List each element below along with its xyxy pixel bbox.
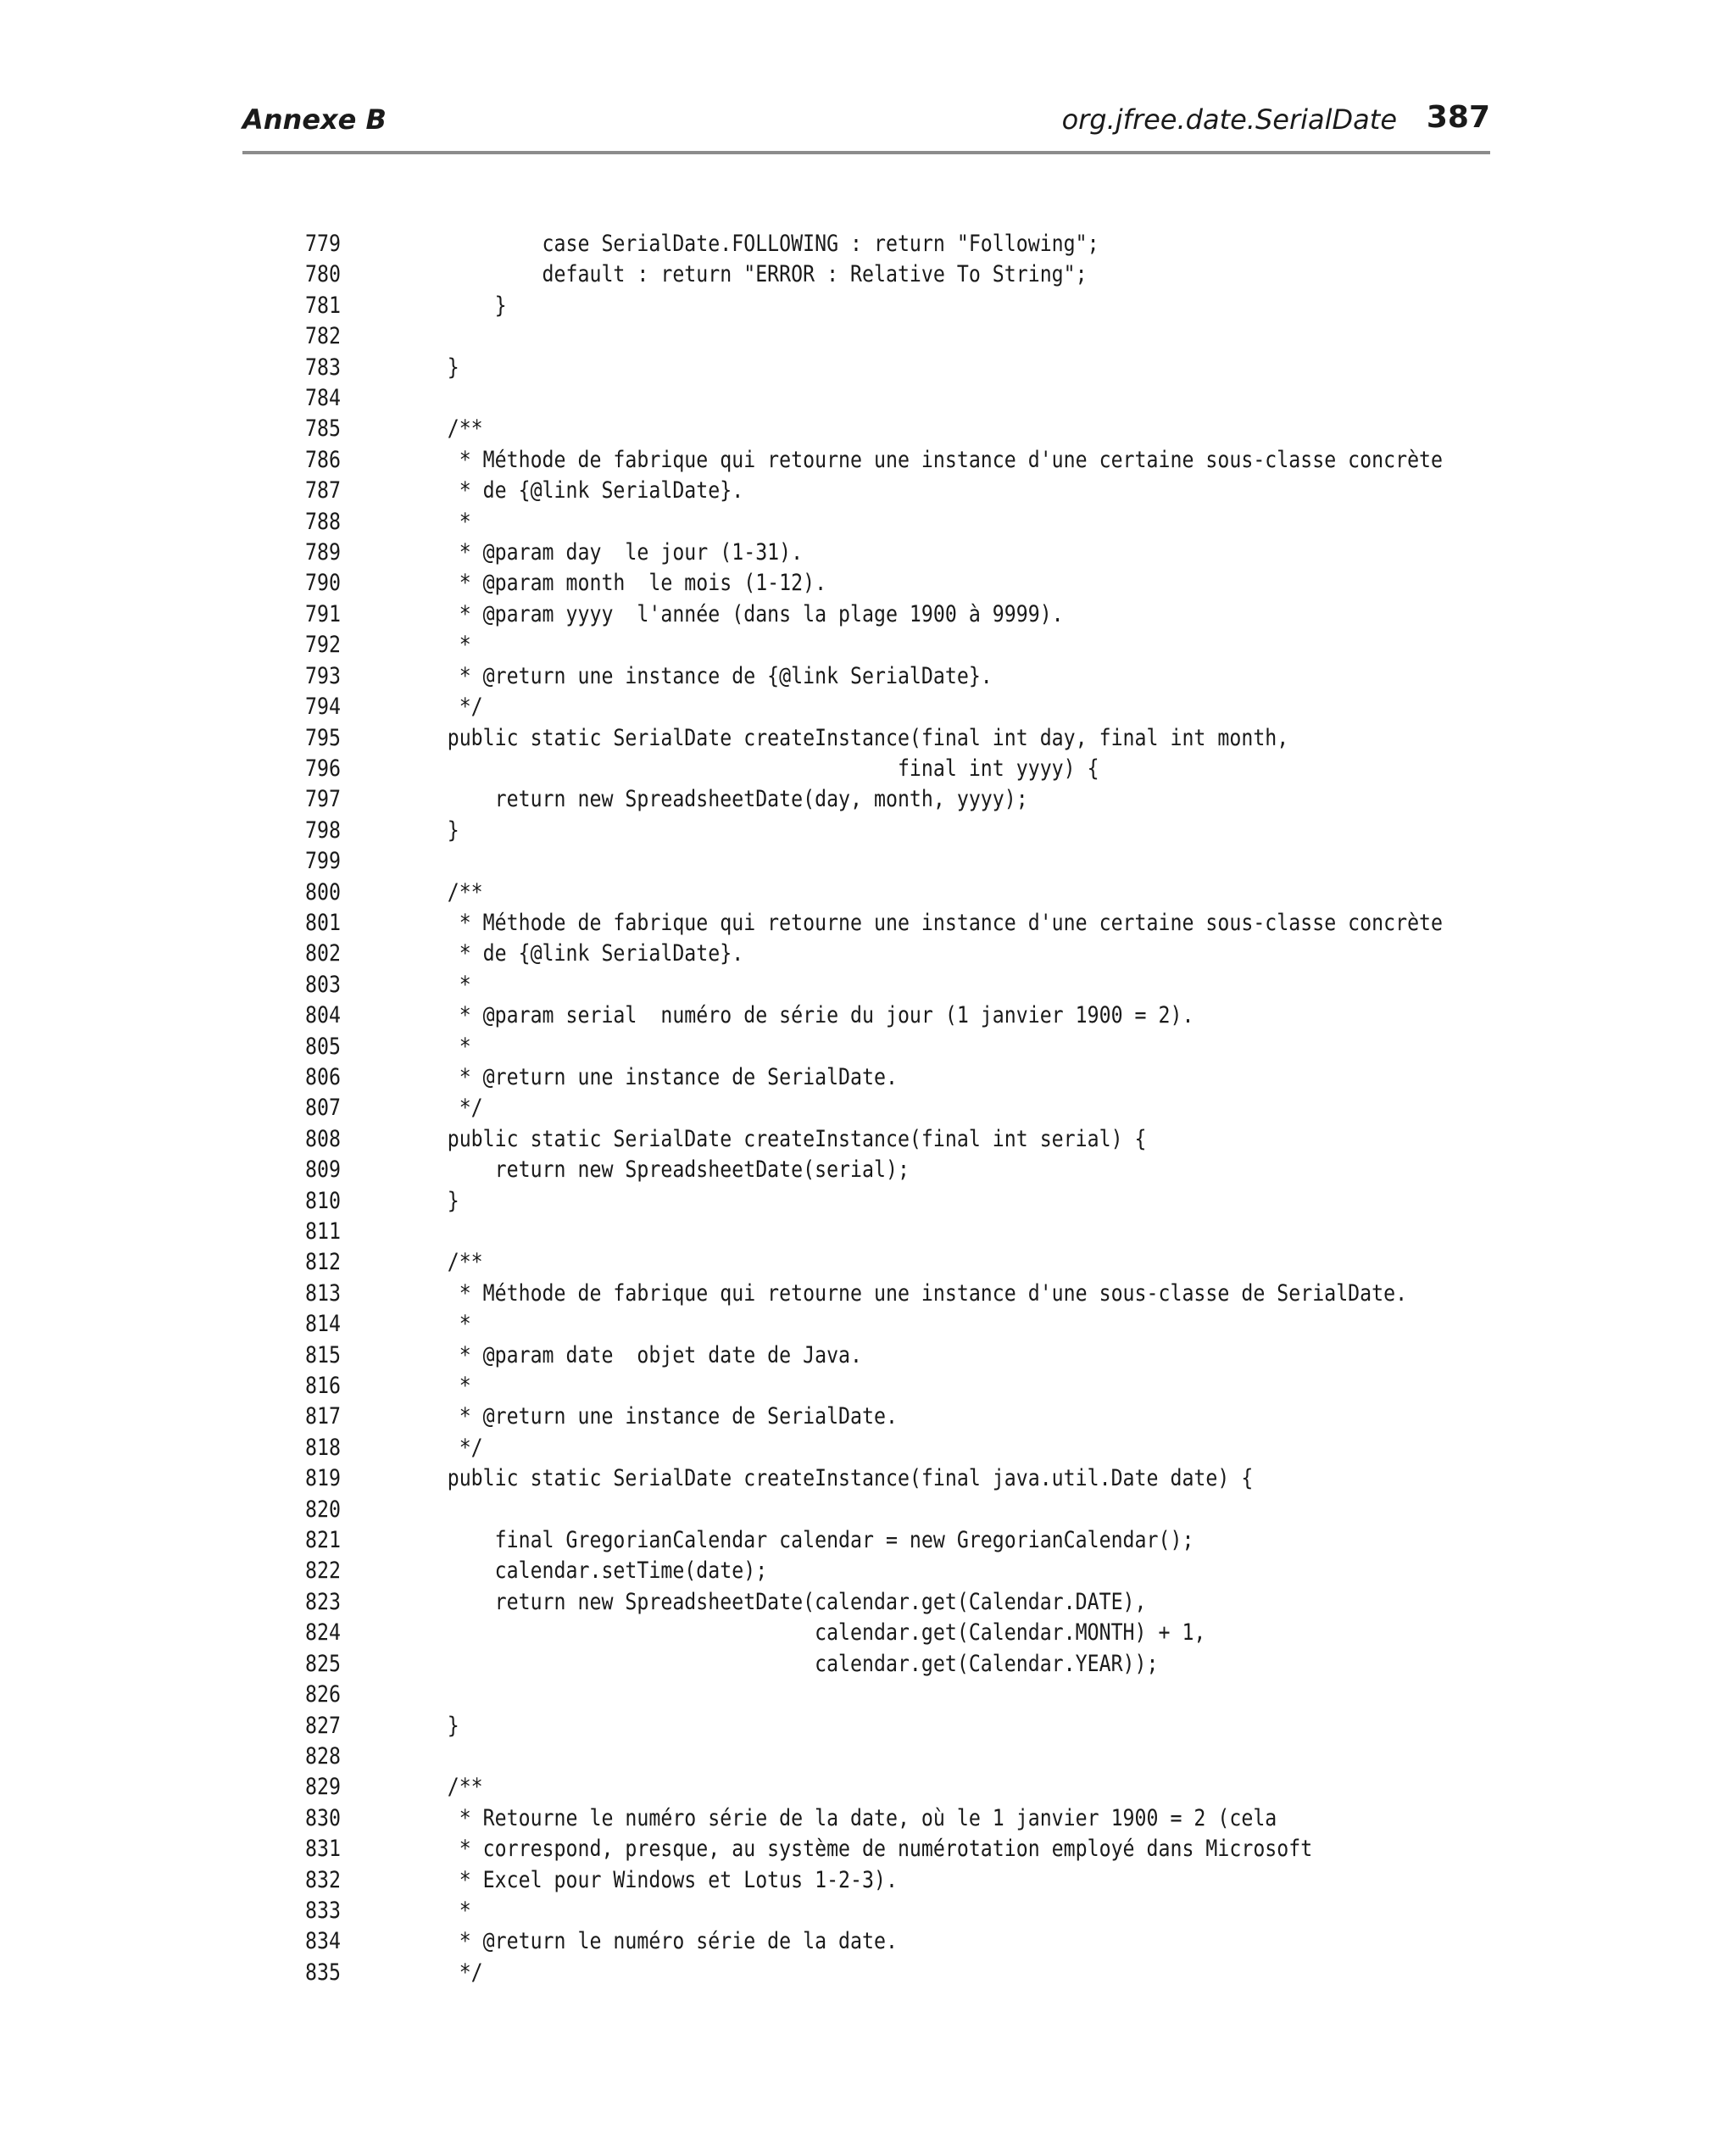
line-number: 806 <box>305 1063 341 1090</box>
line-code: /** <box>399 415 483 443</box>
line-number: 790 <box>305 570 341 597</box>
code-line <box>305 1032 1340 1062</box>
code-line <box>305 1556 1340 1586</box>
code-line <box>305 1958 1340 1988</box>
line-number: 812 <box>305 1249 341 1276</box>
line-code: } <box>399 1187 459 1214</box>
line-number: 784 <box>305 385 341 412</box>
line-code: * <box>399 1033 471 1060</box>
code-line <box>305 321 1340 352</box>
code-line <box>305 1186 1340 1217</box>
line-number: 822 <box>305 1558 341 1585</box>
line-code: default : return "ERROR : Relative To String"; <box>399 261 1088 288</box>
line-code: public static SerialDate createInstance(final int day, final int month, <box>399 724 1289 751</box>
code-line <box>305 878 1340 908</box>
code-line <box>305 939 1340 969</box>
line-code: * Méthode de fabrique qui retourne une instance d'une certaine sous-classe concrète <box>399 909 1444 936</box>
line-number: 803 <box>305 971 341 998</box>
line-number: 789 <box>305 539 341 566</box>
code-line <box>305 1309 1340 1340</box>
line-code: * <box>399 632 471 659</box>
line-code: * <box>399 1373 471 1400</box>
line-number: 821 <box>305 1527 341 1554</box>
line-number: 786 <box>305 446 341 473</box>
line-number: 787 <box>305 477 341 504</box>
line-code <box>400 1680 1340 1710</box>
line-number: 819 <box>305 1465 341 1492</box>
code-line <box>305 661 1340 692</box>
line-number: 825 <box>305 1650 341 1677</box>
line-code: } <box>399 354 459 381</box>
line-code: * @param month le mois (1-12). <box>399 570 827 597</box>
line-code: * @return le numéro série de la date. <box>399 1928 898 1955</box>
line-number: 781 <box>305 292 341 319</box>
line-code: /** <box>399 1774 483 1801</box>
code-line <box>305 1525 1340 1556</box>
code-line <box>305 1000 1340 1031</box>
code-line <box>305 1587 1340 1618</box>
line-code: * Méthode de fabrique qui retourne une instance d'une sous-classe de SerialDate. <box>399 1279 1408 1307</box>
code-line <box>305 291 1340 321</box>
line-code: * <box>399 508 471 535</box>
code-line <box>305 1803 1340 1834</box>
line-number: 785 <box>305 415 341 443</box>
code-line <box>305 383 1340 414</box>
line-number: 802 <box>305 940 341 967</box>
line-code: * Retourne le numéro série de la date, où le 1 janvier 1900 = 2 (cela <box>399 1804 1277 1831</box>
line-number: 831 <box>305 1836 341 1863</box>
code-line <box>305 1155 1340 1185</box>
line-number: 807 <box>305 1095 341 1122</box>
line-code: * Excel pour Windows et Lotus 1-2-3). <box>399 1866 898 1893</box>
line-number: 800 <box>305 878 341 906</box>
line-code: * Méthode de fabrique qui retourne une instance d'une certaine sous-classe concrète <box>399 446 1444 473</box>
code-line <box>305 259 1340 290</box>
line-code <box>400 383 1340 414</box>
line-code: calendar.get(Calendar.YEAR)); <box>399 1650 1159 1677</box>
line-code: * <box>399 971 471 998</box>
line-code: * <box>399 1311 471 1338</box>
line-number: 809 <box>305 1156 341 1184</box>
code-line <box>305 229 1340 259</box>
code-line <box>305 1834 1340 1864</box>
line-number: 826 <box>305 1681 341 1708</box>
line-number: 782 <box>305 323 341 350</box>
line-code: */ <box>399 1095 483 1122</box>
code-line <box>305 1402 1340 1432</box>
code-line <box>305 1217 1340 1247</box>
line-number: 814 <box>305 1311 341 1338</box>
line-number: 799 <box>305 848 341 875</box>
line-number: 791 <box>305 600 341 627</box>
line-code: calendar.setTime(date); <box>399 1558 768 1585</box>
line-number: 820 <box>305 1496 341 1523</box>
line-number: 829 <box>305 1774 341 1801</box>
line-code <box>400 1495 1340 1525</box>
line-code: * de {@link SerialDate}. <box>399 477 744 504</box>
line-code: public static SerialDate createInstance(final int serial) { <box>399 1125 1147 1152</box>
line-code: final int yyyy) { <box>399 755 1099 782</box>
line-number: 810 <box>305 1187 341 1214</box>
line-code: * @param date objet date de Java. <box>399 1341 863 1368</box>
code-line <box>305 630 1340 660</box>
code-line <box>305 1124 1340 1155</box>
line-code: */ <box>399 1434 483 1461</box>
line-code: * <box>399 1897 471 1924</box>
line-number: 783 <box>305 354 341 381</box>
code-line <box>305 353 1340 383</box>
line-number: 830 <box>305 1804 341 1831</box>
line-number: 833 <box>305 1897 341 1924</box>
line-number: 795 <box>305 724 341 751</box>
section-title: org.jfree.date.SerialDate <box>1061 103 1397 136</box>
line-number: 804 <box>305 1002 341 1029</box>
line-number: 792 <box>305 632 341 659</box>
code-line <box>305 1279 1408 1309</box>
code-line <box>305 476 1340 506</box>
line-number: 796 <box>305 755 341 782</box>
line-number: 793 <box>305 662 341 689</box>
code-line <box>305 1247 1340 1278</box>
line-code: */ <box>399 1959 483 1986</box>
line-code: /** <box>399 1249 483 1276</box>
line-number: 805 <box>305 1033 341 1060</box>
line-code: * correspond, presque, au système de numérotation employé dans Microsoft <box>399 1836 1313 1863</box>
line-number: 817 <box>305 1403 341 1430</box>
code-line <box>305 908 1444 939</box>
chapter-label: Annexe B <box>242 103 387 136</box>
line-number: 818 <box>305 1434 341 1461</box>
line-number: 832 <box>305 1866 341 1893</box>
code-line <box>305 599 1340 630</box>
code-line <box>305 816 1340 846</box>
line-number: 835 <box>305 1959 341 1986</box>
line-number: 811 <box>305 1218 341 1245</box>
line-number: 834 <box>305 1928 341 1955</box>
page-header <box>242 98 1490 154</box>
line-number: 798 <box>305 816 341 844</box>
code-line <box>305 1495 1340 1525</box>
line-code <box>400 1742 1340 1772</box>
code-line <box>305 692 1340 722</box>
line-code <box>400 321 1340 352</box>
code-line <box>305 1433 1340 1463</box>
line-number: 815 <box>305 1341 341 1368</box>
line-code: */ <box>399 694 483 721</box>
code-listing <box>305 229 1509 1988</box>
code-line <box>305 1865 1340 1896</box>
line-number: 794 <box>305 694 341 721</box>
line-code <box>400 846 1340 877</box>
code-line <box>305 568 1340 599</box>
code-line <box>305 1062 1340 1093</box>
line-code: } <box>399 292 507 319</box>
line-number: 828 <box>305 1742 341 1769</box>
line-number: 816 <box>305 1373 341 1400</box>
line-code: public static SerialDate createInstance(final java.util.Date date) { <box>399 1465 1254 1492</box>
line-number: 808 <box>305 1125 341 1152</box>
code-line <box>305 754 1340 784</box>
line-code: * @param yyyy l'année (dans la plage 1900 à 9999). <box>399 600 1064 627</box>
line-code: * @return une instance de SerialDate. <box>399 1063 898 1090</box>
code-line <box>305 1340 1340 1371</box>
line-number: 788 <box>305 508 341 535</box>
line-code: * @param serial numéro de série du jour (1 janvier 1900 = 2). <box>399 1002 1194 1029</box>
line-code: return new SpreadsheetDate(day, month, yyyy); <box>399 786 1028 813</box>
code-line <box>305 1896 1340 1926</box>
line-number: 780 <box>305 261 341 288</box>
code-line <box>305 1680 1340 1710</box>
line-code: final GregorianCalendar calendar = new GregorianCalendar(); <box>399 1527 1194 1554</box>
line-number: 801 <box>305 909 341 936</box>
code-line <box>305 846 1340 877</box>
line-code: } <box>399 1712 459 1739</box>
code-line <box>305 723 1340 754</box>
line-code: } <box>399 816 459 844</box>
line-code: calendar.get(Calendar.MONTH) + 1, <box>399 1619 1206 1647</box>
line-number: 827 <box>305 1712 341 1739</box>
code-line <box>305 1463 1340 1494</box>
line-number: 797 <box>305 786 341 813</box>
code-line <box>305 1618 1340 1648</box>
code-line <box>305 538 1340 568</box>
line-code: return new SpreadsheetDate(calendar.get(Calendar.DATE), <box>399 1588 1147 1615</box>
code-line <box>305 970 1340 1000</box>
code-line <box>305 1093 1340 1123</box>
code-line <box>305 1742 1340 1772</box>
code-line <box>305 1371 1340 1402</box>
line-number: 779 <box>305 231 341 257</box>
page-number: 387 <box>1426 100 1490 135</box>
line-number: 823 <box>305 1588 341 1615</box>
code-line <box>305 445 1444 476</box>
code-line <box>305 784 1340 815</box>
code-line <box>305 507 1340 538</box>
code-line <box>305 1711 1340 1742</box>
line-number: 813 <box>305 1279 341 1307</box>
code-line <box>305 1649 1340 1680</box>
line-code: * @return une instance de SerialDate. <box>399 1403 898 1430</box>
line-code: * @return une instance de {@link SerialDate}. <box>399 662 993 689</box>
line-code: /** <box>399 878 483 906</box>
line-code: case SerialDate.FOLLOWING : return "Following"; <box>399 231 1099 257</box>
line-code <box>400 1217 1340 1247</box>
code-line <box>305 414 1340 444</box>
code-line <box>305 1926 1340 1957</box>
line-code: * @param day le jour (1-31). <box>399 539 804 566</box>
line-code: * de {@link SerialDate}. <box>399 940 744 967</box>
line-number: 824 <box>305 1619 341 1647</box>
line-code: return new SpreadsheetDate(serial); <box>399 1156 910 1184</box>
code-line <box>305 1772 1340 1803</box>
